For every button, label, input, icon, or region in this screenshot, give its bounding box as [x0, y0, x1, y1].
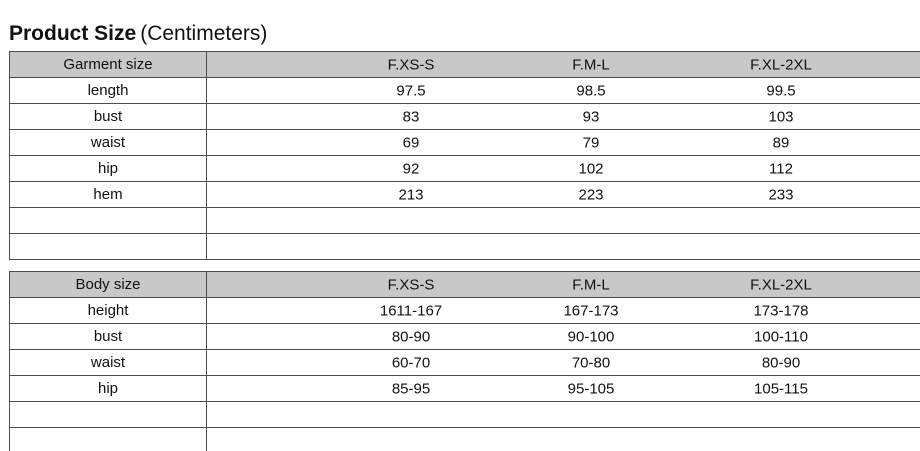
cell-size-xs-s: 85-95: [391, 380, 431, 397]
cell-size-xl-2xl: 103: [768, 108, 794, 125]
cell-size-m-l: 167-173: [563, 302, 619, 319]
garment-row-values: [207, 234, 920, 260]
garment-row-label: bust: [10, 104, 207, 130]
empty-row: [10, 428, 920, 451]
table-row: [10, 104, 920, 130]
cell-size-m-l: 70-80: [571, 354, 611, 371]
header-size-xl-2xl: F.XL-2XL: [750, 56, 812, 73]
cell-size-xl-2xl: 100-110: [754, 328, 808, 345]
body-row-label: [10, 402, 207, 428]
cell-size-m-l: 223: [578, 186, 604, 203]
cell-size-m-l: 93: [582, 108, 600, 125]
table-row: [10, 156, 920, 182]
body-row-label: hip: [10, 376, 207, 402]
cell-size-m-l: 95-105: [567, 380, 615, 397]
header-size-m-l: F.M-L: [572, 56, 610, 73]
body-row-values: [207, 298, 920, 324]
cell-size-m-l: 102: [578, 160, 604, 177]
body-row-label: height: [10, 298, 207, 324]
body-row-label: [10, 428, 207, 451]
cell-size-xs-s: 97.5: [396, 82, 426, 99]
garment-header-row: [10, 52, 920, 78]
cell-size-xl-2xl: 80-90: [761, 354, 801, 371]
body-row-values: [207, 402, 920, 428]
garment-size-table: [9, 51, 920, 260]
cell-size-xs-s: 60-70: [391, 354, 431, 371]
cell-size-xl-2xl: 99.5: [766, 82, 796, 99]
table-row: [10, 376, 920, 402]
table-row: [10, 182, 920, 208]
cell-size-xl-2xl: 233: [768, 186, 794, 203]
cell-size-xs-s: 213: [398, 186, 424, 203]
garment-header-values: [207, 52, 920, 78]
table-row: [10, 350, 920, 376]
body-size-table: [9, 271, 920, 451]
cell-size-m-l: 98.5: [576, 82, 606, 99]
garment-row-values: [207, 208, 920, 234]
body-header-values: [207, 272, 920, 298]
cell-size-m-l: 90-100: [567, 328, 615, 345]
garment-row-label: waist: [10, 130, 207, 156]
body-row-values: [207, 376, 920, 402]
header-size-xl-2xl: F.XL-2XL: [750, 276, 812, 293]
page-title: [9, 20, 267, 48]
body-header-row: [10, 272, 920, 298]
header-size-m-l: F.M-L: [572, 276, 610, 293]
cell-size-xs-s: 80-90: [391, 328, 431, 345]
cell-size-xs-s: 92: [402, 160, 420, 177]
body-row-values: [207, 350, 920, 376]
garment-row-label: [10, 208, 207, 234]
cell-size-xl-2xl: 89: [772, 134, 790, 151]
cell-size-xs-s: 83: [402, 108, 420, 125]
garment-row-values: [207, 104, 920, 130]
garment-header-label: Garment size: [10, 52, 207, 78]
table-row: [10, 78, 920, 104]
garment-row-label: hip: [10, 156, 207, 182]
garment-row-label: [10, 234, 207, 260]
cell-size-xl-2xl: 105-115: [754, 380, 808, 397]
header-size-xs-s: F.XS-S: [387, 276, 435, 293]
header-size-xs-s: F.XS-S: [387, 56, 435, 73]
garment-row-values: [207, 78, 920, 104]
body-row-values: [207, 324, 920, 350]
body-header-label: Body size: [10, 272, 207, 298]
cell-size-xl-2xl: 173-178: [753, 302, 809, 319]
garment-row-values: [207, 130, 920, 156]
title-unit: (Centimeters): [140, 22, 268, 45]
body-row-label: bust: [10, 324, 207, 350]
table-row: [10, 298, 920, 324]
cell-size-m-l: 79: [582, 134, 600, 151]
table-row: [10, 324, 920, 350]
body-row-values: [207, 428, 920, 451]
cell-size-xs-s: 69: [402, 134, 420, 151]
cell-size-xl-2xl: 112: [769, 160, 793, 177]
garment-row-label: length: [10, 78, 207, 104]
empty-row: [10, 402, 920, 428]
table-row: [10, 130, 920, 156]
cell-size-xs-s: 1611-167: [379, 302, 443, 319]
body-row-label: waist: [10, 350, 207, 376]
garment-row-values: [207, 156, 920, 182]
garment-row-label: hem: [10, 182, 207, 208]
garment-row-values: [207, 182, 920, 208]
title-main: Product Size: [9, 22, 137, 45]
empty-row: [10, 208, 920, 234]
empty-row: [10, 234, 920, 260]
